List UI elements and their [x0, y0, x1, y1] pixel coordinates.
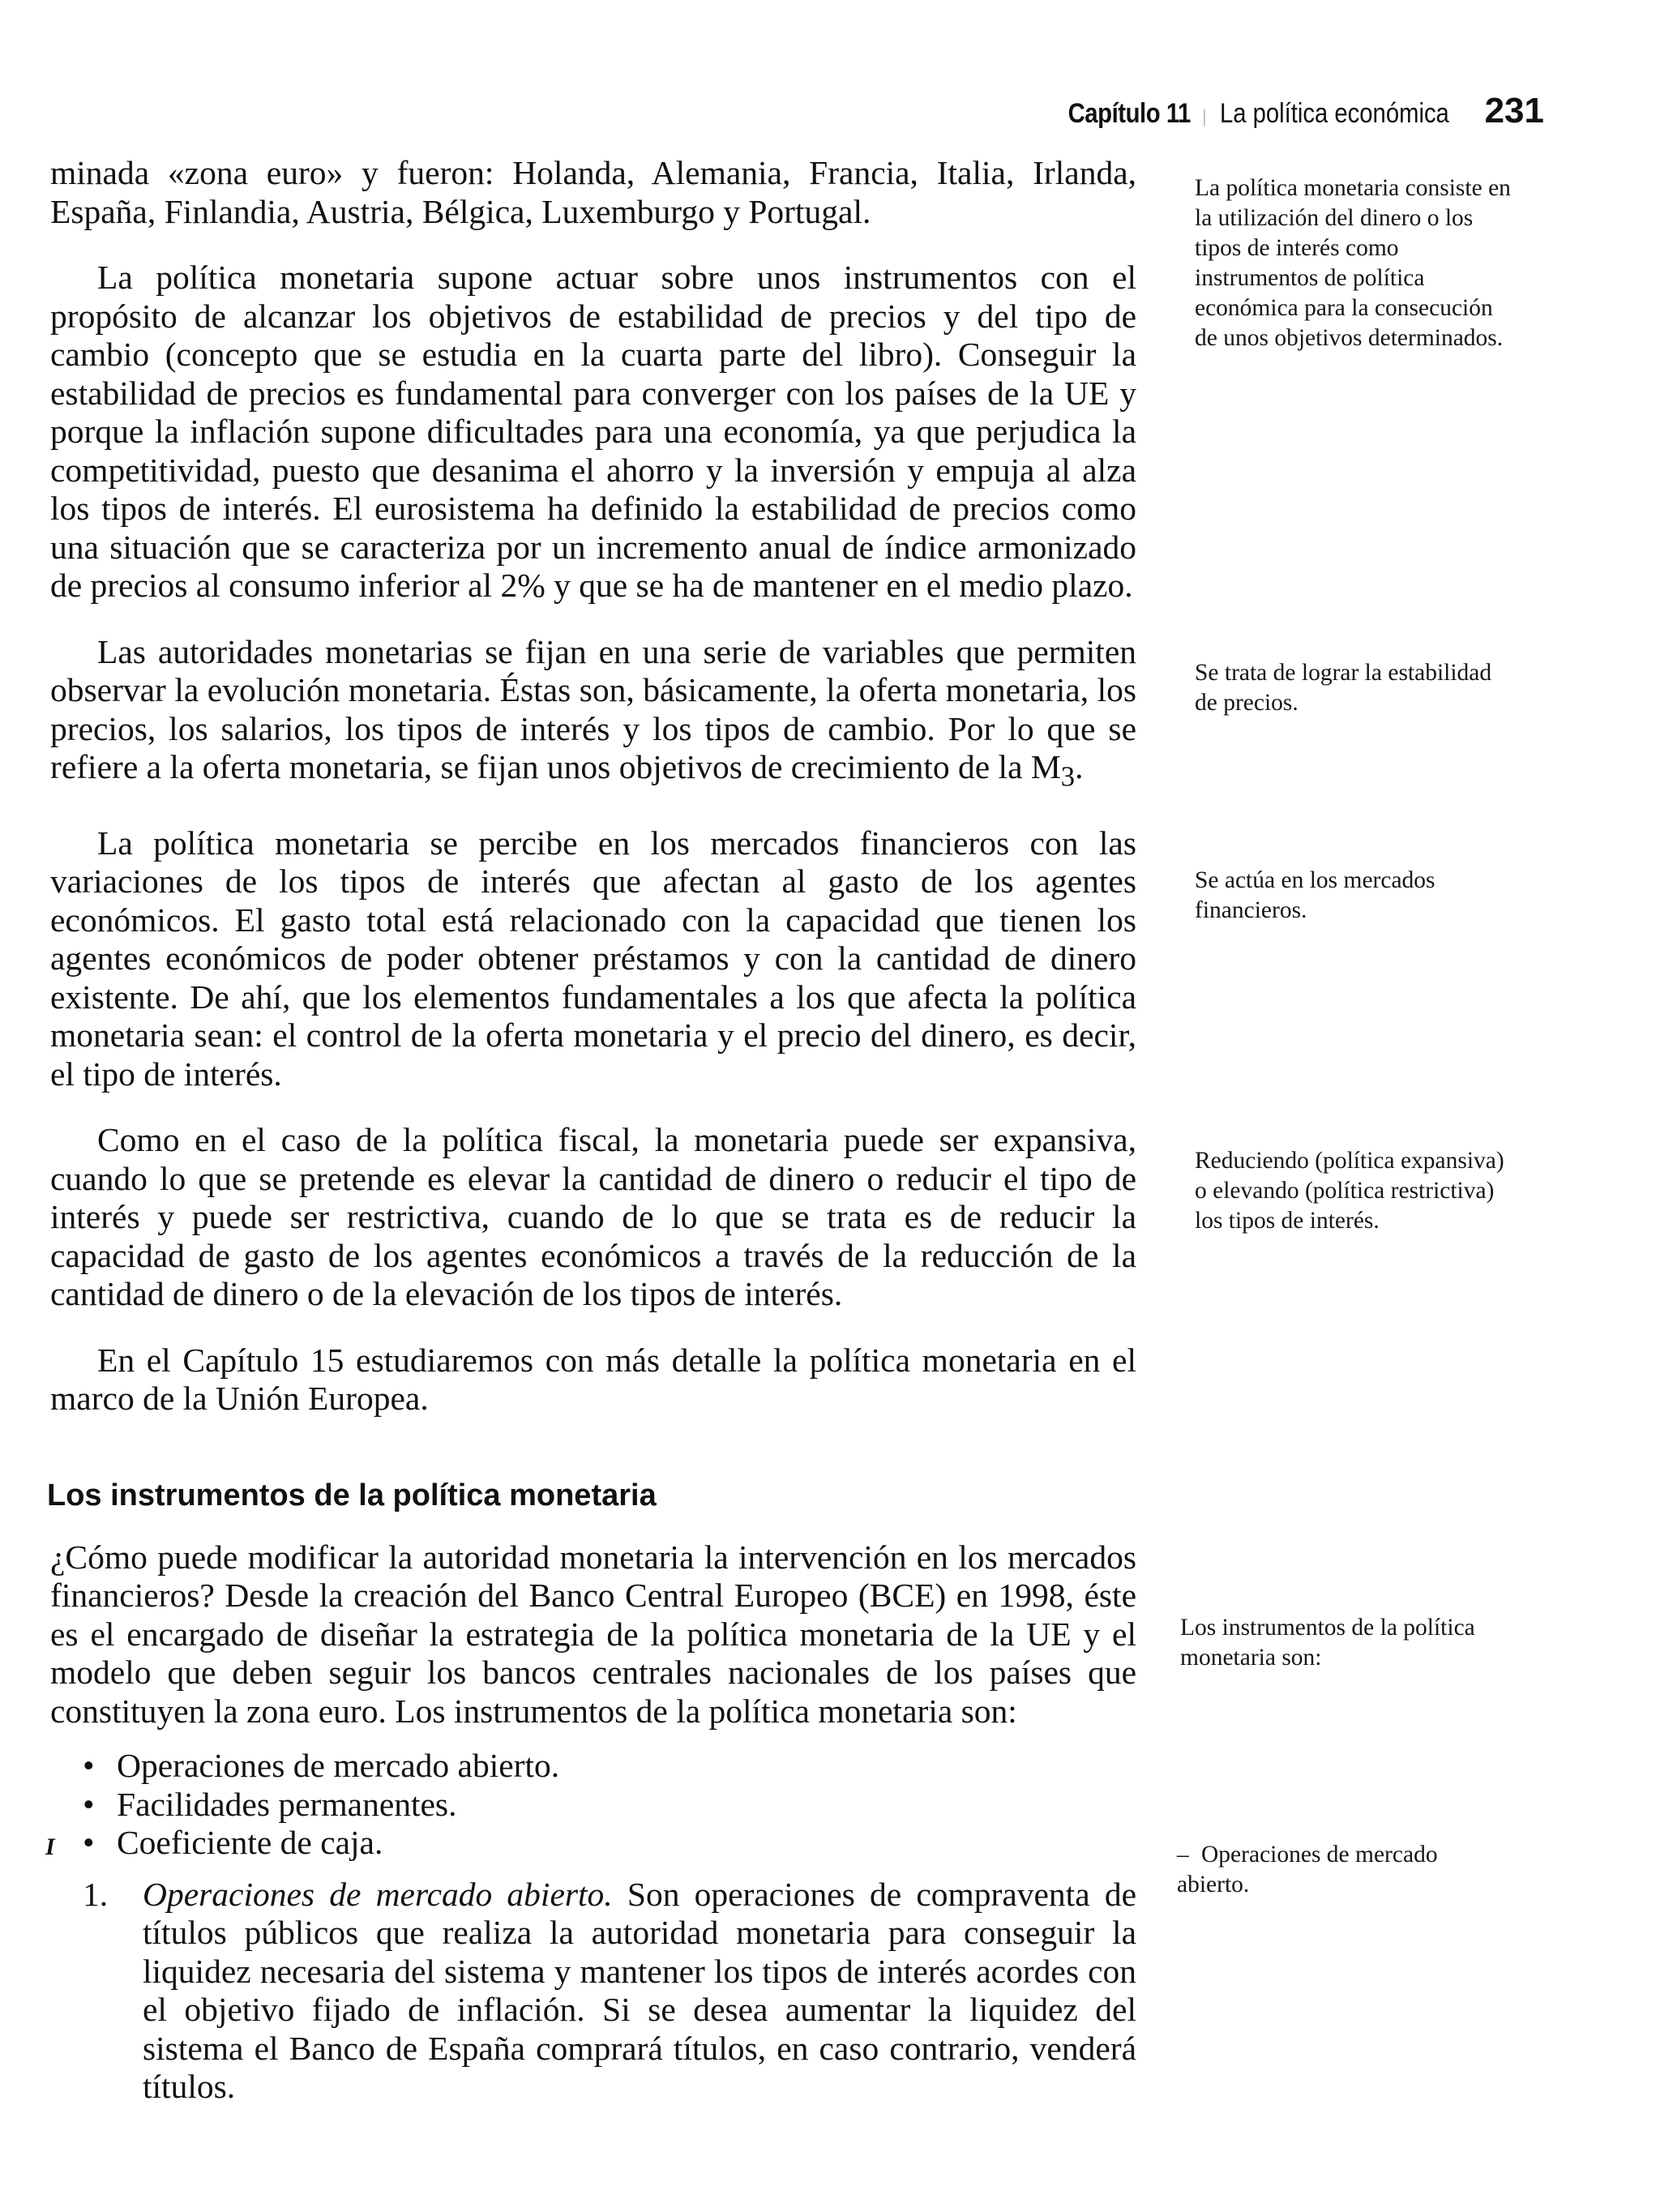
- bullet-item: [83, 1747, 1136, 1786]
- stray-mark: I: [45, 1833, 55, 1860]
- bullet-icon: •: [83, 1824, 95, 1862]
- paragraph-2: La política monetaria supone actuar sobre unos instrumentos con el propósito de alcanzar los objetivos de estabilidad de precios y del tipo de cambio (concepto que se estudia en la cuarta parte del libro). Conseguir la estabilidad de precios es fundamental para converger con los países de la UE y porque la inflación supone dificultades para una economía, ya que perjudica la competitividad, puesto que desanima el ahorro y la inversión y empuja al alza los tipos de interés. El eurosistema ha definido la estabilidad de precios como una situación que se caracteriza por un incremento anual de índice armonizado de precios al consumo inferior al 2% y que se ha de mantener en el medio plazo.: [50, 259, 1136, 604]
- paragraph-4: La política monetaria se percibe en los mercados financieros con las variaciones de los tipos de interés que afectan al gasto de los agentes económicos. El gasto total está relacionado con la capacidad que tienen los agentes económicos de poder obtener préstamos y con la cantidad de dinero existente. De ahí, que los elementos fundamentales a los que afecta la política monetaria sean: el control de la oferta monetaria y el precio del dinero, es decir, el tipo de interés.: [50, 824, 1136, 1093]
- chapter-title: La política económica: [1219, 98, 1449, 129]
- page-number: 231: [1484, 91, 1544, 130]
- bullet-icon: •: [83, 1747, 95, 1785]
- bullet-text: Operaciones de mercado abierto.: [117, 1747, 560, 1785]
- paragraph-3-subscript: 3: [1060, 761, 1076, 793]
- paragraph-3-text: Las autoridades monetarias se fijan en una serie de variables que permiten observar la evolución monetaria. Éstas son, básicamente, la oferta monetaria, los precios, los salarios, los tipos de interés y los tipos de cambio. Por lo que se refiere a la oferta monetaria, se fijan unos objetivos de crecimiento de la M: [50, 632, 1136, 785]
- bullet-text: Facilidades permanentes.: [117, 1785, 457, 1823]
- main-text-column: [47, 154, 1136, 2107]
- margin-note-6-text: Operaciones de mercado abierto.: [1177, 1842, 1438, 1898]
- section-heading: Los instrumentos de la política monetaria: [47, 1478, 657, 1512]
- margin-note-5: Los instrumentos de la política monetaria son:: [1180, 1615, 1475, 1671]
- paragraph-5: Como en el caso de la política fiscal, la monetaria puede ser expansiva, cuando lo que se pretende es elevar la cantidad de dinero o reducir el tipo de interés y puede ser restrictiva, cuando de lo que se trata es de reducir la capacidad de gasto de los agentes económicos a través de la reducción de la cantidad de dinero o de la elevación de los tipos de interés.: [50, 1121, 1136, 1313]
- bullet-item: [83, 1824, 1136, 1863]
- margin-note-3: Se actúa en los mercados financieros.: [1195, 867, 1435, 923]
- instruments-bullet-list: [50, 1747, 1136, 1863]
- item-number: 1.: [83, 1875, 109, 1913]
- paragraph-6: En el Capítulo 15 estudiaremos con más detalle la política monetaria en el marco de la Unión Europea.: [50, 1341, 1136, 1418]
- dash-icon: –: [1177, 1842, 1189, 1868]
- paragraph-1: minada «zona euro» y fueron: Holanda, Alemania, Francia, Italia, Irlanda, España, Finlandia, Austria, Bélgica, Luxemburgo y Portugal.: [50, 154, 1136, 230]
- numbered-item-1: [50, 1876, 1136, 2107]
- running-header: [1048, 91, 1544, 131]
- chapter-label: Capítulo 11: [1067, 98, 1191, 129]
- paragraph-3: [50, 633, 1136, 797]
- bullet-text: Coeficiente de caja.: [117, 1824, 383, 1862]
- item-title: Operaciones de mercado abierto.: [143, 1875, 613, 1913]
- header-separator: |: [1201, 106, 1207, 126]
- paragraph-3-end: .: [1075, 748, 1084, 785]
- item-text: Son operaciones de compraventa de títulos públicos que realiza la autoridad monetaria para conseguir la liquidez necesaria del sistema y mantener los tipos de interés acordes con el objetivo fijado de inflación. Si se desea aumentar la liquidez del sistema el Banco de España comprará títulos, en caso contrario, venderá títulos.: [143, 1875, 1136, 2106]
- margin-note-1: La política monetaria consiste en la utilización del dinero o los tipos de interés como instrumentos de política económica para la consecución de unos objetivos determinados.: [1195, 175, 1511, 351]
- bullet-icon: •: [83, 1785, 95, 1823]
- numbered-list: [50, 1876, 1136, 2107]
- paragraph-7: ¿Cómo puede modificar la autoridad monetaria la intervención en los mercados financieros? Desde la creación del Banco Central Europeo (BCE) en 1998, éste es el encargado de diseñar la estrategia de la política monetaria de la UE y el modelo que deben seguir los bancos centrales nacionales de los países que constituyen la zona euro. Los instrumentos de la política monetaria son:: [50, 1538, 1136, 1730]
- margin-note-6: [1177, 1840, 1501, 1900]
- margin-note-2: Se trata de lograr la estabilidad de precios.: [1195, 660, 1492, 716]
- margin-note-4: Reduciendo (política expansiva) o elevando (política restrictiva) los tipos de interés.: [1195, 1148, 1504, 1234]
- bullet-item: [83, 1786, 1136, 1825]
